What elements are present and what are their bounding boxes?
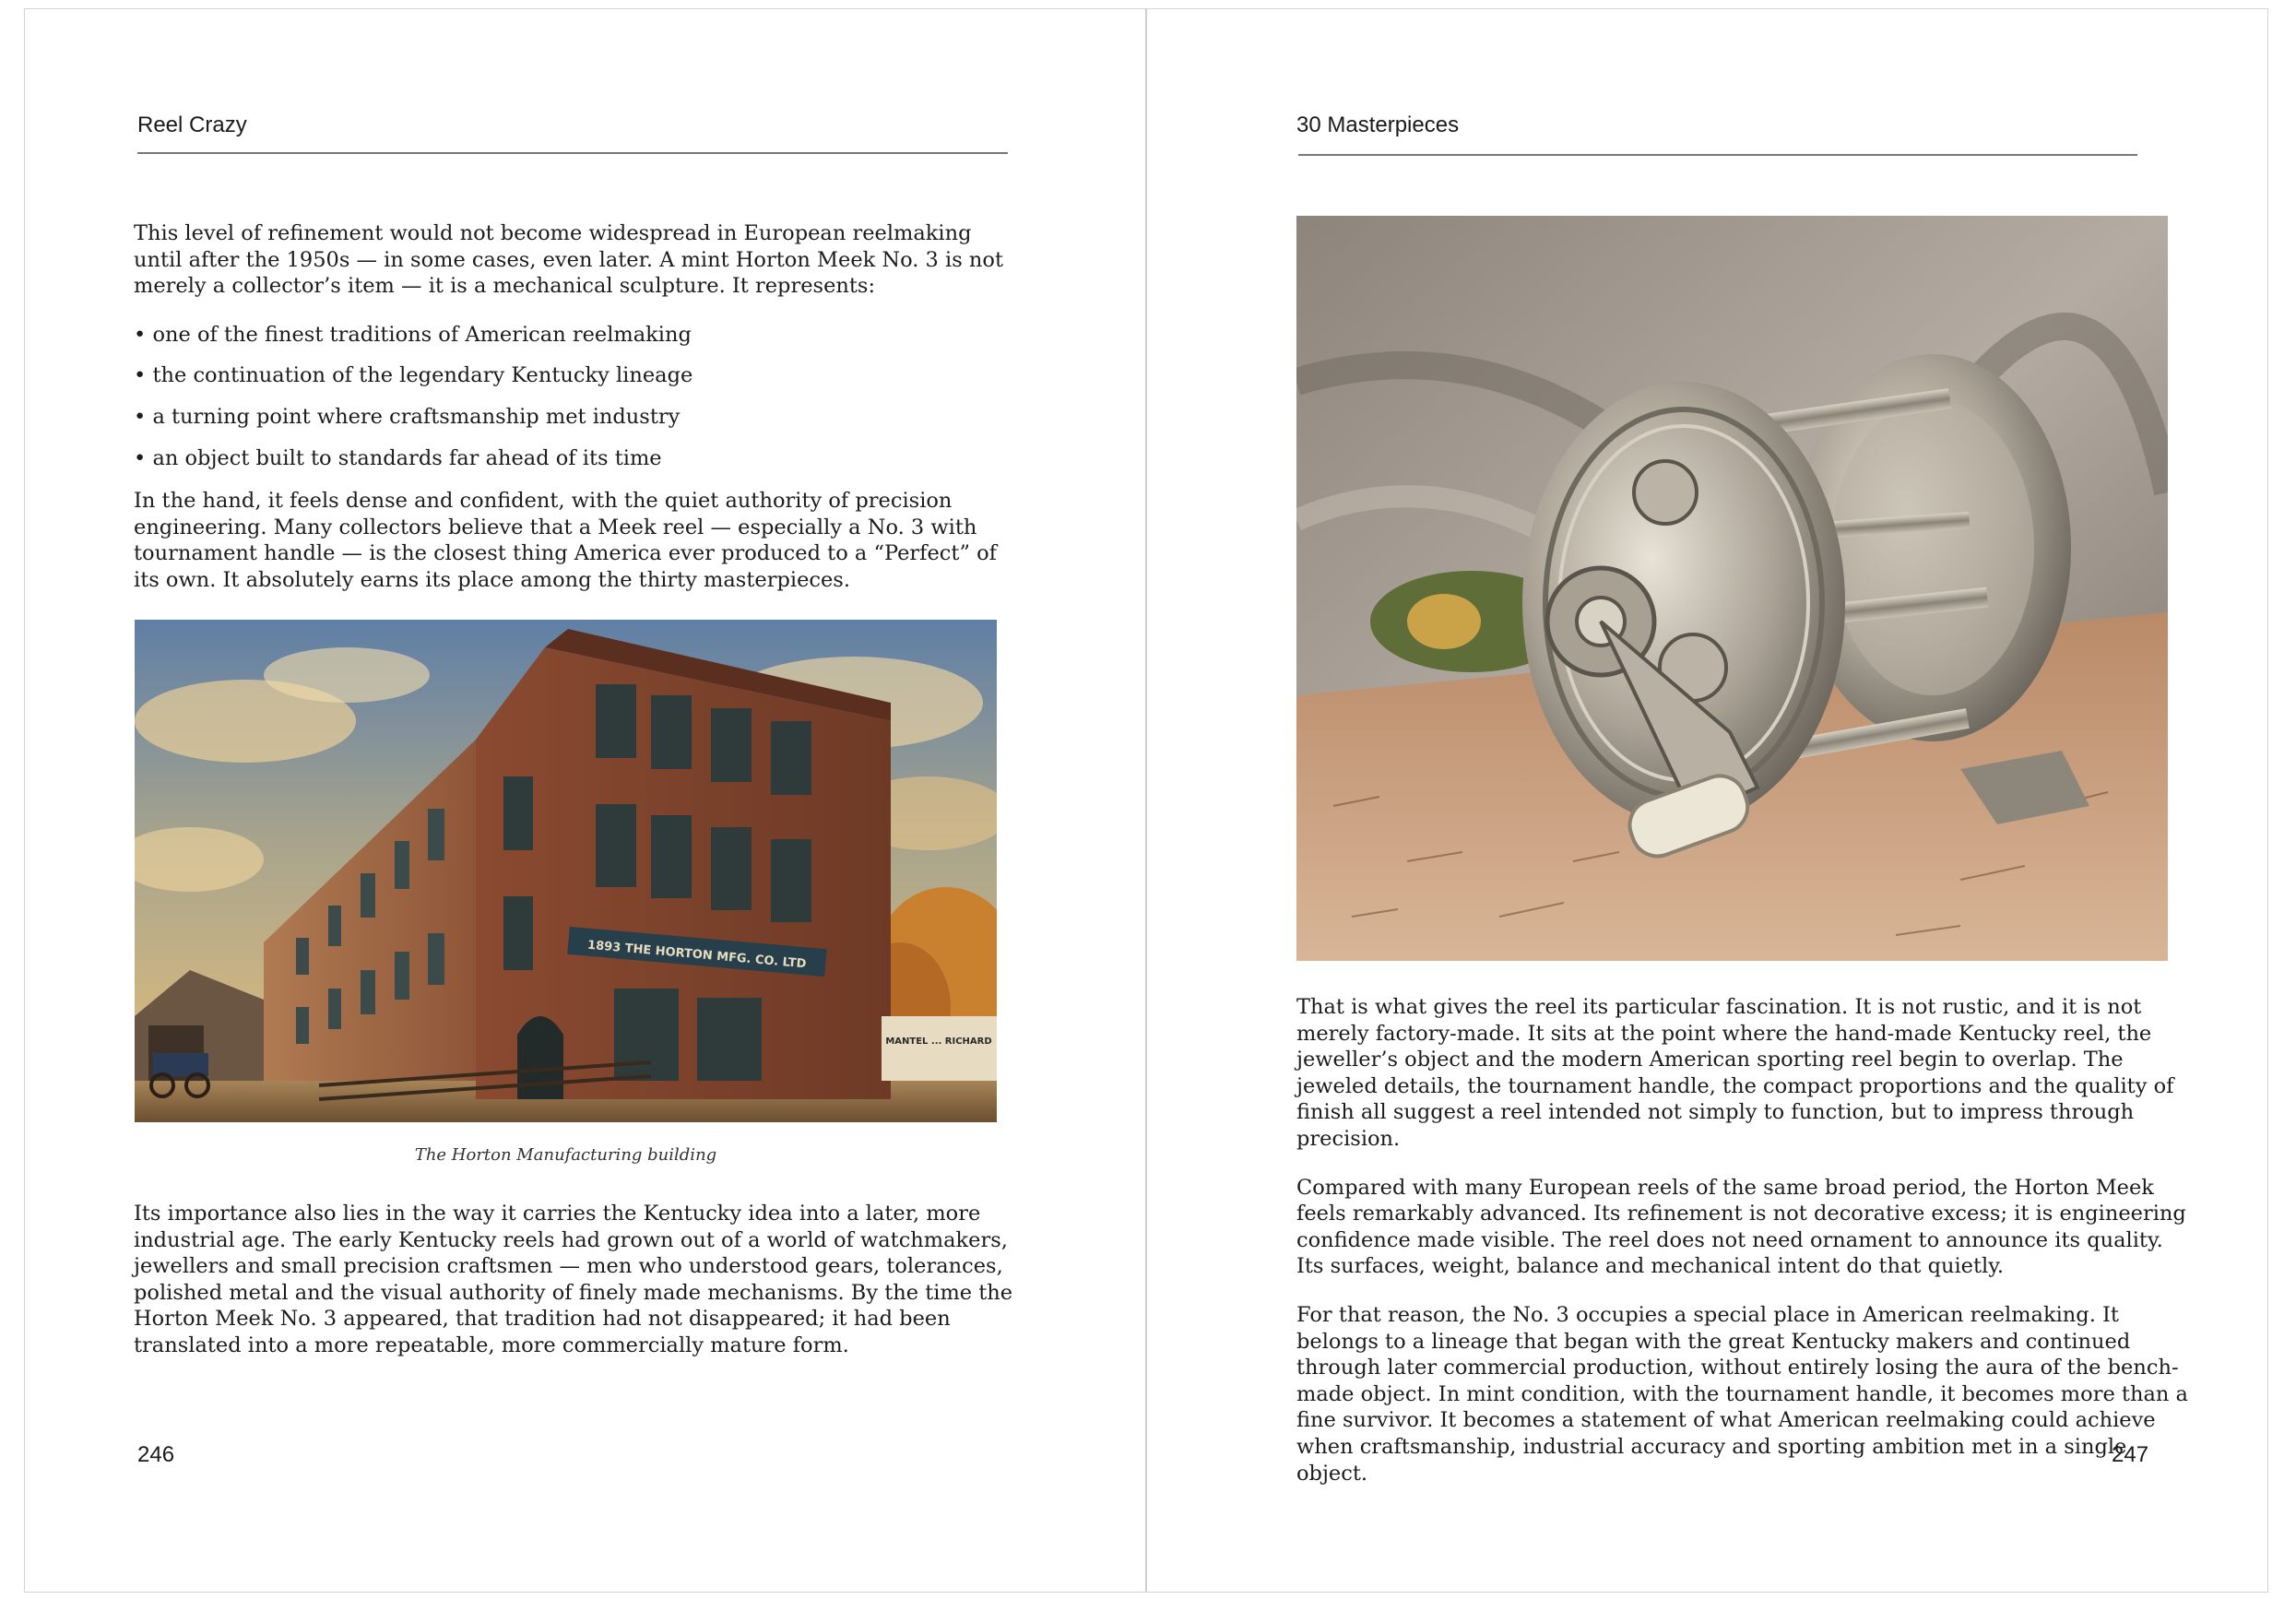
bullet-list [134, 322, 1019, 471]
body-paragraph: Compared with many European reels of the same broad period, the Horton Meek feels remarkably advanced. Its refinement is not decorative excess; it is engineering confidence made visible. The reel does not need ornament to announce its quality. Its surfaces, weight, balance and mechanical intent do that quietly. [1296, 1175, 2186, 1279]
running-head-left: Reel Crazy [137, 113, 247, 137]
factory-painting [135, 620, 997, 1122]
page-number-left: 246 [137, 1442, 175, 1467]
reel-photo-art [1296, 216, 2168, 961]
book-spread [24, 8, 2268, 1593]
bullet-item: • a turning point where craftsmanship met industry [134, 404, 1019, 431]
right-page [1147, 9, 2267, 1592]
page-number-right: 247 [2112, 1442, 2149, 1467]
bullet-item: • the continuation of the legendary Kentucky lineage [134, 362, 1019, 389]
factory-sign-text: 1893 THE HORTON MFG. CO. LTD [586, 938, 807, 972]
body-paragraph: In the hand, it feels dense and confident, with the quiet authority of precision engineering. Many collectors believe that a Meek reel — especially a No. 3 with tournament handle — is the closest thing America ever produced to a “Perfect” of its own. It absolutely earns its place among the thirty masterpieces. [134, 489, 997, 592]
billboard-text: MANTEL ... RICHARD [885, 1036, 992, 1047]
right-text [1296, 994, 2195, 1509]
body-paragraph: That is what gives the reel its particular fascination. It is not rustic, and it is not merely factory-made. It sits at the point where the hand-made Kentucky reel, the jeweller’s object and the modern American sporting reel begin to overlap. The jeweled details, the tournament handle, the compact proportions and the quality of finish all suggest a reel intended not simply to function, but to impress through precision. [1296, 995, 2174, 1151]
body-paragraph: For that reason, the No. 3 occupies a special place in American reelmaking. It belongs to a lineage that began with the great Kentucky makers and continued through later commercial production, without entirely losing the aura of the bench-made object. In mint condition, with the tournament handle, it becomes more than a fine survivor. It becomes a statement of what American reelmaking could achieve when craftsmanship, industrial accuracy and sporting ambition met in a single object. [1296, 1302, 2188, 1486]
factory-painting-art [135, 620, 997, 1122]
left-page [25, 9, 1145, 1592]
header-rule-left [137, 152, 1008, 154]
intro-paragraph: This level of refinement would not become widespread in European reelmaking until after the 1950s — in some cases, even later. A mint Horton Meek No. 3 is not merely a collector’s item — it is a mechanical sculpture. It represents: [134, 221, 1004, 299]
reel-photo [1296, 216, 2168, 961]
running-head-right: 30 Masterpieces [1296, 113, 1460, 137]
left-text-bottom [134, 1201, 1019, 1381]
figure-caption: The Horton Manufacturing building [414, 1145, 717, 1165]
bullet-item: • one of the finest traditions of American reelmaking [134, 322, 1019, 349]
header-rule-right [1298, 154, 2137, 156]
body-paragraph: Its importance also lies in the way it carries the Kentucky idea into a later, more industrial age. The early Kentucky reels had grown out of a world of watchmakers, jewellers and small precision craftsmen — men who understood gears, tolerances, polished metal and the visual authority of finely made mechanisms. By the time the Horton Meek No. 3 appeared, that tradition had not disappeared; it had been translated into a more repeatable, more commercially mature form. [134, 1202, 1013, 1357]
left-text-top [134, 220, 1019, 616]
bullet-item: • an object built to standards far ahead of its time [134, 445, 1019, 472]
